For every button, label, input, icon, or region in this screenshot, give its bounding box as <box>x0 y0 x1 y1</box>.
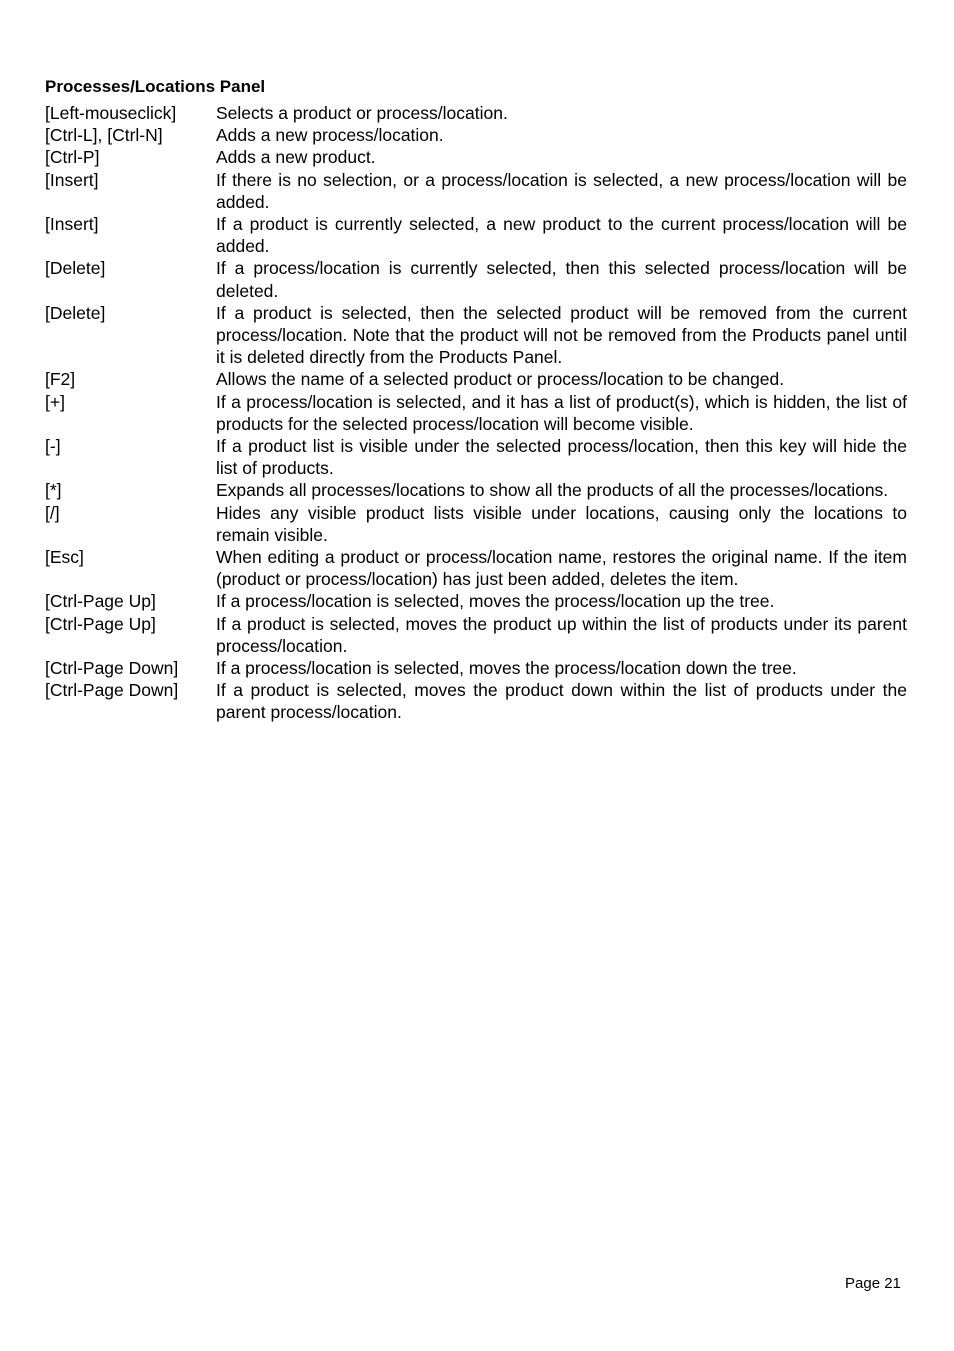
shortcut-row <box>45 502 907 546</box>
shortcut-key: [/] <box>45 502 60 523</box>
shortcut-key: [Left-mouseclick] <box>45 103 177 123</box>
shortcut-description: If a process/location is selected, and it has a list of product(s), which is hidden, the list of products for the selected process/location will become visible. <box>216 391 907 434</box>
shortcut-key: [Esc] <box>45 547 84 568</box>
shortcut-description: Adds a new product. <box>216 147 376 168</box>
shortcut-description: Expands all processes/locations to show all the products of all the processes/locations. <box>216 480 889 501</box>
shortcut-row <box>45 169 907 213</box>
shortcut-row <box>45 435 907 479</box>
shortcut-description: If a product list is visible under the selected process/location, then this key will hide the list of products. <box>216 436 907 479</box>
shortcut-key: [Delete] <box>45 302 106 323</box>
shortcut-row <box>45 590 907 612</box>
shortcut-row <box>45 657 907 679</box>
shortcut-description: Allows the name of a selected product or process/location to be changed. <box>216 369 785 390</box>
shortcut-key: [Ctrl-Page Up] <box>45 613 156 634</box>
shortcut-key: [F2] <box>45 369 76 390</box>
shortcut-key: [Insert] <box>45 169 99 190</box>
shortcut-row <box>45 213 907 257</box>
shortcut-row <box>45 679 907 723</box>
section-title: Processes/Locations Panel <box>45 77 266 96</box>
shortcut-row <box>45 479 907 501</box>
shortcut-description: If a process/location is currently selected, then this selected process/location will be deleted. <box>216 258 907 301</box>
shortcut-description: If a process/location is selected, moves the process/location down the tree. <box>216 658 797 679</box>
shortcut-key: [Delete] <box>45 258 106 279</box>
shortcut-key: [*] <box>45 480 62 501</box>
shortcut-description: Hides any visible product lists visible under locations, causing only the locations to remain visible. <box>216 502 907 545</box>
shortcut-description: Adds a new process/location. <box>216 125 444 146</box>
shortcut-key: [Ctrl-Page Down] <box>45 658 179 679</box>
shortcut-key: [Ctrl-L], [Ctrl-N] <box>45 125 163 146</box>
shortcut-key: [Ctrl-Page Down] <box>45 680 179 701</box>
shortcut-description: When editing a product or process/location name, restores the original name. If the item (product or process/location) has just been added, deletes the item. <box>216 547 907 590</box>
shortcut-list <box>45 102 907 724</box>
shortcut-row <box>45 546 907 590</box>
shortcut-description: If a product is currently selected, a new product to the current process/location will be added. <box>216 214 907 257</box>
shortcut-row <box>45 368 907 390</box>
shortcut-row <box>45 146 907 168</box>
shortcut-row <box>45 302 907 369</box>
shortcut-description: If a process/location is selected, moves the process/location up the tree. <box>216 591 775 612</box>
shortcut-key: [+] <box>45 391 65 412</box>
shortcut-description: If a product is selected, moves the product up within the list of products under its parent process/location. <box>216 613 907 656</box>
shortcut-key: [Ctrl-P] <box>45 147 100 168</box>
shortcut-key: [Ctrl-Page Up] <box>45 591 156 612</box>
page-number: Page 21 <box>845 1275 901 1292</box>
shortcut-description: If a product is selected, then the selected product will be removed from the current process/location. Note that the product will not be removed from the Products panel until it is deleted directly from the Products Panel. <box>216 302 907 368</box>
shortcut-key: [Insert] <box>45 214 99 235</box>
shortcut-description: If a product is selected, moves the product down within the list of products under the parent process/location. <box>216 680 907 723</box>
shortcut-row <box>45 102 907 124</box>
shortcut-row <box>45 613 907 657</box>
shortcut-description: If there is no selection, or a process/location is selected, a new process/location will be added. <box>216 169 907 212</box>
shortcut-row <box>45 257 907 301</box>
shortcut-description: Selects a product or process/location. <box>216 103 508 123</box>
shortcut-row <box>45 124 907 146</box>
shortcut-key: [-] <box>45 436 61 457</box>
shortcut-row <box>45 391 907 435</box>
